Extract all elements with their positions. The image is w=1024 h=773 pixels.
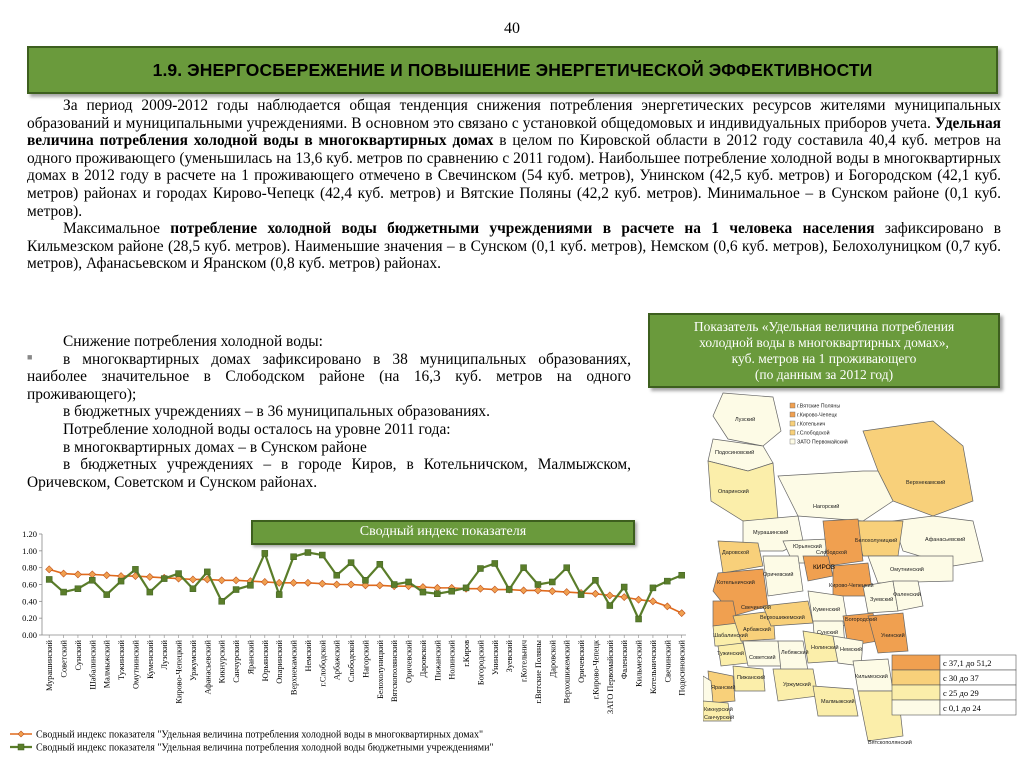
svg-text:Мурашинский: Мурашинский xyxy=(753,530,789,536)
body-text-left xyxy=(27,333,631,491)
paragraph-7: в многоквартирных домах – в Сунском районе xyxy=(63,438,367,456)
series-1-point xyxy=(463,585,469,591)
map-region-lebyazh xyxy=(778,641,808,671)
series-1-point xyxy=(636,616,642,622)
paragraph-1: За период 2009-2012 годы наблюдается общая тенденция снижения потребления энергетических ресурсов жителями муниципальных образований и муниципальными учреждениями. В основном это связано с установкой общедомовых и индивидуальных приборов учета. Удельная величина потребления холодной воды в многоквартирных домах в целом по Кировской области в 2012 году составила 40,4 куб. метров на одного проживающего (уменьшилась на 13,6 куб. метров по сравнению с 2011 годом). Наибольшее потребление холодной воды в многоквартирных домах в 2012 году в расчете на 1 проживающего отмечено в Свечинском (54 куб. метров), Унинском (42,5 куб. метров) и Богородском (42,1 куб. метров) районах и городах Кирово-Чепецк (42,4 куб. метров) и Вятские Поляны (42,2 куб. метров). Минимальное – в Сунском районе (0,1 куб. метров). xyxy=(27,97,1001,220)
x-tick-label: Котельничский xyxy=(648,640,658,695)
series-line-0 xyxy=(49,569,682,613)
x-tick-label: Немский xyxy=(303,640,313,672)
series-0-point xyxy=(46,566,53,573)
series-1-point xyxy=(607,603,613,609)
svg-text:Тужинский: Тужинский xyxy=(717,651,744,657)
series-1-point xyxy=(578,592,584,598)
svg-text:с 37,1 до 51,2: с 37,1 до 51,2 xyxy=(943,658,992,668)
x-tick-label: Верхошижемский xyxy=(562,640,572,704)
series-1-point xyxy=(46,576,52,582)
svg-text:Лебяжский: Лебяжский xyxy=(781,650,809,656)
series-0-point xyxy=(319,580,326,587)
series-1-point xyxy=(679,572,685,578)
series-1-point xyxy=(362,577,368,583)
bullet-icon: ■ xyxy=(27,352,33,362)
svg-text:г.Слободской: г.Слободской xyxy=(797,430,830,437)
series-1-point xyxy=(521,565,527,571)
series-0-point xyxy=(520,587,527,594)
svg-text:Немский: Немский xyxy=(840,647,863,653)
section-title-bar xyxy=(27,46,998,94)
series-0-point xyxy=(592,590,599,597)
svg-text:КИРОВ: КИРОВ xyxy=(813,564,836,571)
series-0-point xyxy=(491,586,498,593)
x-tick-label: г.Слободской xyxy=(318,640,328,687)
x-tick-label: Нолинский xyxy=(447,640,457,680)
series-1-point xyxy=(506,587,512,593)
series-1-point xyxy=(104,592,110,598)
city-legend xyxy=(790,403,848,446)
x-tick-label: Мурашинский xyxy=(45,640,55,692)
svg-text:г.Вятские Поляны: г.Вятские Поляны xyxy=(797,403,841,410)
x-tick-label: Кирово-Чепецкий xyxy=(174,640,184,704)
paragraph-2: Максимальное потребление холодной воды бюджетными учреждениями в расчете на 1 человека населения зафиксировано в Кильмезском районе (28,5 куб. метров). Наименьшие значения – в Сунском (0,1 куб. метров), Немском (0,6 куб. метров), Белохолуницком (0,7 куб. метров), Афанасьевском и Яранском (0,8 куб. метров) районах. xyxy=(27,220,1001,273)
series-1-point xyxy=(147,589,153,595)
x-tick-label: Юрьянский xyxy=(260,640,270,682)
x-tick-label: г.Котельнич xyxy=(519,640,529,682)
x-tick-label: Советский xyxy=(59,640,69,678)
svg-text:Опаринский: Опаринский xyxy=(718,489,749,495)
series-0-point xyxy=(635,596,642,603)
x-tick-label: Богородский xyxy=(476,640,486,686)
svg-text:Арбажский: Арбажский xyxy=(743,627,771,633)
x-tick-label: Тужинский xyxy=(117,640,127,680)
series-1-point xyxy=(190,586,196,592)
y-tick-label: 1.20 xyxy=(22,529,37,539)
x-tick-label: Омутнинский xyxy=(131,640,141,689)
series-0-point xyxy=(103,572,110,579)
series-1-point xyxy=(592,577,598,583)
series-0-point xyxy=(304,579,311,586)
series-0-point xyxy=(189,576,196,583)
svg-text:Вятскополянский: Вятскополянский xyxy=(868,740,912,746)
x-tick-label: Уржумский xyxy=(188,640,198,681)
legend-label-0: Сводный индекс показателя "Удельная величина потребления холодной воды в многоквартирных домах" xyxy=(36,729,484,741)
x-tick-label: Оричевский xyxy=(404,640,414,683)
series-0-point xyxy=(333,581,340,588)
svg-text:с 30 до 37: с 30 до 37 xyxy=(943,673,979,683)
series-1-point xyxy=(319,552,325,558)
chart-caption: Сводный индекс показателя xyxy=(251,520,635,545)
series-1-point xyxy=(132,566,138,572)
x-tick-label: Фаленский xyxy=(620,640,630,680)
series-1-point xyxy=(334,572,340,578)
svg-text:Верхошижемский: Верхошижемский xyxy=(760,615,805,621)
series-1-point xyxy=(391,582,397,588)
series-1-point xyxy=(276,592,282,598)
series-0-point xyxy=(74,571,81,578)
x-tick-label: Сунский xyxy=(73,640,83,671)
map-region-nagor xyxy=(778,471,893,521)
x-tick-label: Опаринский xyxy=(275,640,285,684)
svg-text:Оричевский: Оричевский xyxy=(763,572,794,578)
x-tick-label: Афанасьевский xyxy=(203,640,213,695)
series-1-point xyxy=(118,578,124,584)
x-tick-label: Санчурский xyxy=(232,640,242,683)
series-0-point xyxy=(376,582,383,589)
svg-text:Лузский: Лузский xyxy=(735,417,756,423)
x-tick-label: Подосиновский xyxy=(677,640,687,696)
series-0-point xyxy=(233,577,240,584)
series-0-point xyxy=(60,570,67,577)
series-1-point xyxy=(377,561,383,567)
x-tick-label: Верхнекамский xyxy=(289,640,299,696)
series-1-point xyxy=(89,577,95,583)
series-1-point xyxy=(564,565,570,571)
svg-text:Даровской: Даровской xyxy=(722,550,750,556)
svg-text:Кикнурский: Кикнурский xyxy=(704,707,733,713)
x-tick-label: Даровской xyxy=(418,640,428,678)
series-1-point xyxy=(406,579,412,585)
map-caption: Показатель «Удельная величина потребления холодной воды в многоквартирных домах», куб. метров на 1 проживающего (по данным за 2012 год) xyxy=(648,313,1000,388)
x-tick-label: г.Кирово-Чепецк xyxy=(591,640,601,700)
series-1-point xyxy=(262,550,268,556)
svg-text:Санчурский: Санчурский xyxy=(704,715,735,721)
svg-text:Слободской: Слободской xyxy=(816,550,847,556)
svg-text:Свечинский: Свечинский xyxy=(741,605,771,611)
svg-text:Верхнекамский: Верхнекамский xyxy=(906,480,946,486)
svg-text:Шабалинский: Шабалинский xyxy=(713,633,748,639)
map-region-darov xyxy=(718,541,763,573)
svg-text:с 0,1 до 24: с 0,1 до 24 xyxy=(943,703,981,713)
svg-text:Белохолуницкий: Белохолуницкий xyxy=(855,538,898,544)
series-1-point xyxy=(75,586,81,592)
legend-marker-1 xyxy=(18,744,24,750)
series-1-point xyxy=(161,576,167,582)
x-tick-label: Лузский xyxy=(160,640,170,670)
x-tick-label: Даровской xyxy=(548,640,558,678)
series-0-point xyxy=(549,588,556,595)
svg-text:Куменский: Куменский xyxy=(813,607,841,613)
svg-text:Фаленский: Фаленский xyxy=(893,592,921,598)
series-1-point xyxy=(61,589,67,595)
x-tick-label: Нагорский xyxy=(361,640,371,678)
y-tick-label: 0.40 xyxy=(22,596,37,607)
series-1-point xyxy=(621,584,627,590)
svg-text:Зуевский: Зуевский xyxy=(870,597,894,603)
series-1-point xyxy=(477,566,483,572)
svg-text:Подосиновский: Подосиновский xyxy=(715,450,755,456)
svg-text:с 25 до 29: с 25 до 29 xyxy=(943,688,979,698)
series-1-point xyxy=(420,589,426,595)
x-tick-label: Пижанский xyxy=(433,640,443,681)
x-tick-label: Кикнурский xyxy=(217,640,227,684)
legend-label-1: Сводный индекс показателя "Удельная величина потребления холодной воды бюджетными учреждениями" xyxy=(36,742,494,754)
x-tick-label: Куменский xyxy=(145,640,155,679)
svg-text:г.Кирово-Чепецк: г.Кирово-Чепецк xyxy=(797,412,837,419)
series-1-point xyxy=(664,578,670,584)
x-tick-label: Зуевский xyxy=(505,640,515,673)
x-tick-label: Шабалинский xyxy=(88,640,98,690)
series-0-point xyxy=(348,581,355,588)
svg-text:Малмыжский: Малмыжский xyxy=(821,699,855,705)
series-0-point xyxy=(678,610,685,617)
svg-text:Юрьянский: Юрьянский xyxy=(793,544,822,550)
series-1-point xyxy=(305,550,311,556)
x-tick-label: ЗАТО Первомайский xyxy=(605,640,615,715)
svg-text:Афанасьевский: Афанасьевский xyxy=(925,537,966,543)
series-1-point xyxy=(449,588,455,594)
series-1-point xyxy=(233,587,239,593)
svg-text:Пижанский: Пижанский xyxy=(737,675,766,681)
series-1-point xyxy=(291,554,297,560)
paragraph-5: в бюджетных учреждениях – в 36 муниципальных образованиях. xyxy=(63,403,490,421)
series-0-point xyxy=(290,579,297,586)
svg-text:Богородский: Богородский xyxy=(845,617,878,623)
legend-marker-0 xyxy=(18,731,24,737)
series-0-point xyxy=(477,585,484,592)
svg-text:г.Котельнич: г.Котельнич xyxy=(797,421,826,428)
range-legend xyxy=(892,655,1016,715)
series-0-point xyxy=(218,577,225,584)
paragraph-8: в бюджетных учреждениях – в городе Киров, в Котельничском, Малмыжском, Оричевском, Советском и Сунском районах. xyxy=(27,456,631,491)
x-tick-label: Унинский xyxy=(490,640,500,676)
y-tick-label: 0.00 xyxy=(22,630,37,640)
svg-text:Уржумский: Уржумский xyxy=(783,682,811,688)
svg-text:ЗАТО Первомайский: ЗАТО Первомайский xyxy=(797,439,848,446)
x-tick-label: Свечинский xyxy=(663,640,673,683)
series-1-point xyxy=(219,598,225,604)
svg-text:Котельничский: Котельничский xyxy=(717,580,755,586)
series-0-point xyxy=(606,592,613,599)
series-1-point xyxy=(247,582,253,588)
index-line-chart xyxy=(4,528,694,768)
series-1-point xyxy=(492,560,498,566)
svg-text:Нагорский: Нагорский xyxy=(813,504,840,510)
series-0-point xyxy=(261,578,268,585)
y-tick-label: 0.20 xyxy=(22,613,37,624)
series-1-point xyxy=(535,582,541,588)
x-tick-label: Оричевский xyxy=(577,640,587,683)
svg-text:Унинский: Унинский xyxy=(881,633,905,639)
series-1-point xyxy=(176,571,182,577)
x-tick-label: Слободской xyxy=(347,640,357,683)
series-1-point xyxy=(549,579,555,585)
body-text-top xyxy=(27,97,1001,273)
page-number: 40 xyxy=(504,20,520,37)
series-0-point xyxy=(89,571,96,578)
paragraph-4: в многоквартирных домах зафиксировано в 38 муниципальных образованиях, наиболее значительное в Слободском районе (на 16,3 куб. метров на одного проживающего); xyxy=(27,350,631,403)
svg-text:Омутнинский: Омутнинский xyxy=(890,567,924,573)
series-1-point xyxy=(434,591,440,597)
y-tick-label: 0.80 xyxy=(22,562,37,573)
svg-text:Советский: Советский xyxy=(749,655,776,661)
x-tick-label: Малмыжский xyxy=(102,640,112,689)
paragraph-6: Потребление холодной воды осталось на уровне 2011 года: xyxy=(63,420,451,438)
series-0-point xyxy=(146,573,153,580)
svg-text:Нолинский: Нолинский xyxy=(811,645,839,651)
paragraph-3: Снижение потребления холодной воды: xyxy=(63,333,323,350)
series-0-point xyxy=(664,603,671,610)
svg-text:Яранский: Яранский xyxy=(711,685,736,691)
x-tick-label: Белохолуницкий xyxy=(375,640,385,699)
map-region-sovet xyxy=(743,641,781,666)
series-1-point xyxy=(650,585,656,591)
section-title: 1.9. ЭНЕРГОСБЕРЕЖЕНИЕ И ПОВЫШЕНИЕ ЭНЕРГЕТИЧЕСКОЙ ЭФФЕКТИВНОСТИ xyxy=(152,59,873,80)
series-1-point xyxy=(348,560,354,566)
svg-text:Кирово-Чепецкий: Кирово-Чепецкий xyxy=(829,583,874,589)
x-tick-label: Вятскополянский xyxy=(390,640,400,702)
x-tick-label: г.Киров xyxy=(462,640,472,667)
x-tick-label: Арбажский xyxy=(332,640,342,681)
series-1-point xyxy=(204,569,210,575)
series-0-point xyxy=(534,587,541,594)
kirov-region-map xyxy=(703,391,1021,761)
svg-text:Кильмезский: Кильмезский xyxy=(855,674,888,680)
x-tick-label: г.Вятские Поляны xyxy=(533,640,543,704)
series-0-point xyxy=(434,584,441,591)
series-0-point xyxy=(649,598,656,605)
y-tick-label: 0.60 xyxy=(22,579,37,590)
y-tick-label: 1.00 xyxy=(22,545,37,556)
x-tick-label: Кильмезский xyxy=(634,640,644,687)
x-tick-label: Яранский xyxy=(246,640,256,675)
series-0-point xyxy=(563,589,570,596)
svg-text:Сунский: Сунский xyxy=(817,630,839,636)
